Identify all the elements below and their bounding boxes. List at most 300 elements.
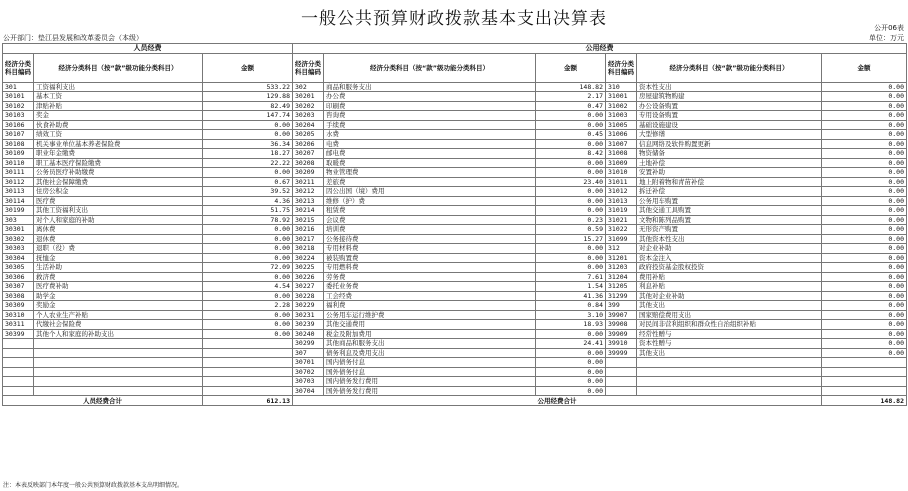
cell-amount: 23.40 xyxy=(536,177,606,187)
cell-amount: 41.36 xyxy=(536,291,606,301)
cell-amount: 0.23 xyxy=(536,215,606,225)
cell-amount: 0.00 xyxy=(536,377,606,387)
cell-amount: 129.88 xyxy=(203,92,293,102)
cell-name: 因公出国（境）费用 xyxy=(324,187,536,197)
cell-code: 39999 xyxy=(606,348,637,358)
cell-amount: 0.00 xyxy=(203,272,293,282)
cell-code: 30102 xyxy=(3,101,34,111)
cell-code: 30199 xyxy=(3,206,34,216)
cell-name: 取暖费 xyxy=(324,158,536,168)
cell-code xyxy=(3,377,34,387)
cell-code: 30112 xyxy=(3,177,34,187)
cell-amount xyxy=(203,339,293,349)
cell-code: 31002 xyxy=(606,101,637,111)
cell-code: 31003 xyxy=(606,111,637,121)
cell-code: 30224 xyxy=(293,253,324,263)
header-name: 经济分类科目（按“款”级功能分类科目） xyxy=(637,53,822,82)
table-id: 公开06表 xyxy=(874,24,904,32)
cell-name: 地上附着物和青苗补偿 xyxy=(637,177,822,187)
cell-amount: 0.59 xyxy=(536,225,606,235)
cell-name: 助学金 xyxy=(34,291,203,301)
cell-amount: 0.00 xyxy=(203,234,293,244)
cell-amount: 0.00 xyxy=(822,244,907,254)
cell-name: 国外债务付息 xyxy=(324,367,536,377)
cell-name: 税金及附加费用 xyxy=(324,329,536,339)
cell-code: 310 xyxy=(606,82,637,92)
table-row xyxy=(3,158,907,168)
expenditure-table xyxy=(2,43,907,406)
cell-amount: 0.00 xyxy=(536,187,606,197)
cell-amount: 72.09 xyxy=(203,263,293,273)
cell-amount xyxy=(203,348,293,358)
cell-code: 30239 xyxy=(293,320,324,330)
table-row xyxy=(3,348,907,358)
cell-name: 会议费 xyxy=(324,215,536,225)
cell-code xyxy=(3,339,34,349)
cell-name: 职业年金缴费 xyxy=(34,149,203,159)
cell-amount: 4.54 xyxy=(203,282,293,292)
cell-name: 办公费 xyxy=(324,92,536,102)
cell-code: 31204 xyxy=(606,272,637,282)
cell-code: 31021 xyxy=(606,215,637,225)
cell-code xyxy=(3,367,34,377)
cell-amount: 18.27 xyxy=(203,149,293,159)
cell-name: 资本金注入 xyxy=(637,253,822,263)
table-row xyxy=(3,339,907,349)
cell-amount: 8.42 xyxy=(536,149,606,159)
cell-amount xyxy=(822,386,907,396)
table-row xyxy=(3,120,907,130)
cell-name: 利息补贴 xyxy=(637,282,822,292)
table-row xyxy=(3,301,907,311)
cell-amount: 0.00 xyxy=(822,225,907,235)
cell-code: 30304 xyxy=(3,253,34,263)
cell-code: 30201 xyxy=(293,92,324,102)
unit-label: 单位：万元 xyxy=(869,34,904,42)
cell-name: 对个人和家庭的补助 xyxy=(34,215,203,225)
table-row xyxy=(3,367,907,377)
cell-name: 退休费 xyxy=(34,234,203,244)
cell-amount: 18.93 xyxy=(536,320,606,330)
cell-name: 经常性赠与 xyxy=(637,329,822,339)
cell-name: 文物和陈列品购置 xyxy=(637,215,822,225)
cell-amount xyxy=(822,358,907,368)
cell-code: 30309 xyxy=(3,301,34,311)
cell-code: 30106 xyxy=(3,120,34,130)
cell-name: 工资福利支出 xyxy=(34,82,203,92)
cell-amount: 0.00 xyxy=(822,282,907,292)
cell-amount: 3.10 xyxy=(536,310,606,320)
cell-amount xyxy=(203,386,293,396)
cell-name: 无形资产购置 xyxy=(637,225,822,235)
cell-name xyxy=(637,377,822,387)
cell-amount: 0.00 xyxy=(536,196,606,206)
cell-amount: 0.00 xyxy=(822,130,907,140)
cell-code: 39908 xyxy=(606,320,637,330)
cell-code: 30109 xyxy=(3,149,34,159)
cell-amount: 0.00 xyxy=(536,386,606,396)
cell-amount: 0.00 xyxy=(822,139,907,149)
cell-amount: 24.41 xyxy=(536,339,606,349)
cell-code: 31201 xyxy=(606,253,637,263)
cell-code: 30302 xyxy=(3,234,34,244)
cell-amount xyxy=(822,367,907,377)
cell-code: 31205 xyxy=(606,282,637,292)
table-row xyxy=(3,225,907,235)
cell-code: 30227 xyxy=(293,282,324,292)
cell-name: 医疗费 xyxy=(34,196,203,206)
footnote: 注：本表反映部门本年度一般公共预算财政拨款基本支出明细情况。 xyxy=(3,482,184,489)
cell-code: 30206 xyxy=(293,139,324,149)
cell-code: 31019 xyxy=(606,206,637,216)
cell-name: 职工基本医疗保险缴费 xyxy=(34,158,203,168)
cell-code: 31010 xyxy=(606,168,637,178)
cell-name: 政府投资基金股权投资 xyxy=(637,263,822,273)
cell-code: 30231 xyxy=(293,310,324,320)
cell-name: 劳务费 xyxy=(324,272,536,282)
department: 公开部门：垫江县发展和改革委员会（本级） xyxy=(3,34,143,42)
cell-code: 31006 xyxy=(606,130,637,140)
cell-code: 39907 xyxy=(606,310,637,320)
cell-name: 对民间非营利组织和群众性自治组织补贴 xyxy=(637,320,822,330)
cell-amount: 0.00 xyxy=(822,92,907,102)
cell-amount: 78.92 xyxy=(203,215,293,225)
header-amount: 金额 xyxy=(536,53,606,82)
header-code: 经济分类科目编码 xyxy=(606,53,637,82)
cell-code: 302 xyxy=(293,82,324,92)
cell-code: 30209 xyxy=(293,168,324,178)
cell-code: 31013 xyxy=(606,196,637,206)
cell-name: 公务接待费 xyxy=(324,234,536,244)
cell-amount xyxy=(203,377,293,387)
cell-amount: 148.82 xyxy=(536,82,606,92)
cell-code xyxy=(3,358,34,368)
cell-amount: 0.00 xyxy=(822,82,907,92)
cell-code: 30307 xyxy=(3,282,34,292)
cell-code: 30226 xyxy=(293,272,324,282)
table-row xyxy=(3,291,907,301)
cell-name: 公务用车购置 xyxy=(637,196,822,206)
cell-code: 31011 xyxy=(606,177,637,187)
cell-code: 30305 xyxy=(3,263,34,273)
cell-name: 国内债务付息 xyxy=(324,358,536,368)
cell-amount: 0.00 xyxy=(822,196,907,206)
cell-amount: 533.22 xyxy=(203,82,293,92)
cell-amount: 4.36 xyxy=(203,196,293,206)
cell-code: 31012 xyxy=(606,187,637,197)
cell-code: 30218 xyxy=(293,244,324,254)
table-row xyxy=(3,139,907,149)
cell-name: 绩效工资 xyxy=(34,130,203,140)
cell-code xyxy=(606,367,637,377)
cell-code: 30214 xyxy=(293,206,324,216)
cell-code: 30108 xyxy=(3,139,34,149)
cell-name xyxy=(34,348,203,358)
cell-name: 福利费 xyxy=(324,301,536,311)
cell-amount: 0.00 xyxy=(536,348,606,358)
cell-code: 30216 xyxy=(293,225,324,235)
cell-code: 30306 xyxy=(3,272,34,282)
cell-name: 奖金 xyxy=(34,111,203,121)
cell-name: 培训费 xyxy=(324,225,536,235)
cell-amount: 0.00 xyxy=(822,149,907,159)
cell-code: 31008 xyxy=(606,149,637,159)
cell-name: 信息网络及软件购置更新 xyxy=(637,139,822,149)
group-public: 公用经费 xyxy=(293,44,907,54)
table-row xyxy=(3,234,907,244)
cell-name: 电费 xyxy=(324,139,536,149)
cell-amount: 0.00 xyxy=(536,263,606,273)
cell-amount: 0.00 xyxy=(822,120,907,130)
cell-name: 债务利息及费用支出 xyxy=(324,348,536,358)
cell-name: 其他交通工具购置 xyxy=(637,206,822,216)
group-personnel: 人员经费 xyxy=(3,44,293,54)
cell-code xyxy=(606,377,637,387)
table-row xyxy=(3,149,907,159)
cell-amount: 7.61 xyxy=(536,272,606,282)
cell-amount: 147.74 xyxy=(203,111,293,121)
cell-amount: 0.00 xyxy=(822,215,907,225)
header-name: 经济分类科目（按“款”级功能分类科目） xyxy=(34,53,203,82)
cell-name: 其他社会保障缴费 xyxy=(34,177,203,187)
cell-name xyxy=(637,358,822,368)
cell-amount xyxy=(203,358,293,368)
cell-name: 办公设备购置 xyxy=(637,101,822,111)
table-row xyxy=(3,215,907,225)
cell-name: 其他资本性支出 xyxy=(637,234,822,244)
cell-code: 31009 xyxy=(606,158,637,168)
cell-amount: 0.00 xyxy=(536,329,606,339)
cell-amount: 0.00 xyxy=(822,206,907,216)
cell-code: 30203 xyxy=(293,111,324,121)
cell-name: 维修（护）费 xyxy=(324,196,536,206)
cell-amount: 82.49 xyxy=(203,101,293,111)
cell-code: 30211 xyxy=(293,177,324,187)
cell-amount: 0.00 xyxy=(822,348,907,358)
cell-name: 其他个人和家庭的补助支出 xyxy=(34,329,203,339)
table-row xyxy=(3,244,907,254)
personnel-total-value: 612.13 xyxy=(203,396,293,406)
cell-amount: 0.00 xyxy=(822,339,907,349)
cell-name: 工会经费 xyxy=(324,291,536,301)
cell-amount: 0.00 xyxy=(536,244,606,254)
cell-name: 费用补贴 xyxy=(637,272,822,282)
cell-code: 30303 xyxy=(3,244,34,254)
cell-name: 租赁费 xyxy=(324,206,536,216)
cell-name: 专用燃料费 xyxy=(324,263,536,273)
cell-code: 30205 xyxy=(293,130,324,140)
cell-name xyxy=(34,358,203,368)
page-title: 一般公共预算财政拨款基本支出决算表 xyxy=(301,9,607,29)
header-amount: 金额 xyxy=(203,53,293,82)
cell-amount: 0.00 xyxy=(203,120,293,130)
cell-amount: 0.00 xyxy=(822,187,907,197)
cell-name: 差旅费 xyxy=(324,177,536,187)
cell-code: 307 xyxy=(293,348,324,358)
cell-amount: 1.54 xyxy=(536,282,606,292)
cell-code: 30204 xyxy=(293,120,324,130)
cell-name: 公务用车运行维护费 xyxy=(324,310,536,320)
cell-code xyxy=(3,386,34,396)
cell-amount: 0.00 xyxy=(822,329,907,339)
cell-code: 30213 xyxy=(293,196,324,206)
cell-name: 咨询费 xyxy=(324,111,536,121)
cell-code xyxy=(606,358,637,368)
cell-name: 安置补助 xyxy=(637,168,822,178)
cell-code: 31203 xyxy=(606,263,637,273)
cell-name: 其他对企业补助 xyxy=(637,291,822,301)
cell-name: 房屋建筑物购建 xyxy=(637,92,822,102)
cell-name xyxy=(34,386,203,396)
cell-name: 其他支出 xyxy=(637,348,822,358)
cell-name: 伙食补助费 xyxy=(34,120,203,130)
cell-code: 30107 xyxy=(3,130,34,140)
cell-name: 其他交通费用 xyxy=(324,320,536,330)
cell-name: 基础设施建设 xyxy=(637,120,822,130)
header-name: 经济分类科目（按“款”级功能分类科目） xyxy=(324,53,536,82)
cell-code: 303 xyxy=(3,215,34,225)
cell-name: 其他支出 xyxy=(637,301,822,311)
public-total-value: 148.82 xyxy=(822,396,907,406)
table-row xyxy=(3,253,907,263)
cell-code: 31022 xyxy=(606,225,637,235)
header-amount: 金额 xyxy=(822,53,907,82)
cell-name: 基本工资 xyxy=(34,92,203,102)
cell-code: 30229 xyxy=(293,301,324,311)
cell-amount: 0.00 xyxy=(822,168,907,178)
cell-name: 离休费 xyxy=(34,225,203,235)
cell-code: 30311 xyxy=(3,320,34,330)
cell-amount: 0.00 xyxy=(536,253,606,263)
cell-code: 30299 xyxy=(293,339,324,349)
cell-amount: 0.00 xyxy=(536,367,606,377)
table-row xyxy=(3,386,907,396)
cell-amount: 0.00 xyxy=(203,291,293,301)
cell-name: 医疗费补助 xyxy=(34,282,203,292)
cell-name: 国外债务发行费用 xyxy=(324,386,536,396)
cell-amount: 0.84 xyxy=(536,301,606,311)
table-row xyxy=(3,92,907,102)
cell-amount: 2.28 xyxy=(203,301,293,311)
cell-code: 30703 xyxy=(293,377,324,387)
totals-row xyxy=(3,396,907,406)
header-code: 经济分类科目编码 xyxy=(293,53,324,82)
cell-amount: 0.45 xyxy=(536,130,606,140)
cell-code: 30207 xyxy=(293,149,324,159)
cell-code: 30110 xyxy=(3,158,34,168)
cell-amount: 0.00 xyxy=(536,158,606,168)
cell-name: 国家赔偿费用支出 xyxy=(637,310,822,320)
cell-name: 退职（役）费 xyxy=(34,244,203,254)
cell-amount: 0.00 xyxy=(203,253,293,263)
cell-amount: 0.00 xyxy=(203,329,293,339)
table-row xyxy=(3,187,907,197)
cell-name: 奖励金 xyxy=(34,301,203,311)
table-row xyxy=(3,310,907,320)
cell-name: 资本性支出 xyxy=(637,82,822,92)
cell-code: 30701 xyxy=(293,358,324,368)
cell-amount: 0.00 xyxy=(536,111,606,121)
cell-name: 专用材料费 xyxy=(324,244,536,254)
cell-amount: 0.00 xyxy=(822,301,907,311)
cell-name xyxy=(34,339,203,349)
cell-name: 商品和服务支出 xyxy=(324,82,536,92)
cell-amount: 0.00 xyxy=(203,320,293,330)
cell-code: 30212 xyxy=(293,187,324,197)
cell-name: 水费 xyxy=(324,130,536,140)
cell-name: 救济费 xyxy=(34,272,203,282)
cell-amount: 0.00 xyxy=(203,310,293,320)
cell-code: 30101 xyxy=(3,92,34,102)
cell-amount: 0.00 xyxy=(822,263,907,273)
cell-name: 机关事业单位基本养老保险费 xyxy=(34,139,203,149)
cell-name xyxy=(34,377,203,387)
cell-amount: 0.00 xyxy=(822,291,907,301)
cell-name: 大型修缮 xyxy=(637,130,822,140)
cell-amount: 51.75 xyxy=(203,206,293,216)
cell-code: 30215 xyxy=(293,215,324,225)
cell-amount: 0.00 xyxy=(822,177,907,187)
cell-amount: 2.17 xyxy=(536,92,606,102)
cell-amount: 0.00 xyxy=(822,320,907,330)
cell-name: 国内债务发行费用 xyxy=(324,377,536,387)
cell-code: 30111 xyxy=(3,168,34,178)
table-row xyxy=(3,130,907,140)
cell-code: 39910 xyxy=(606,339,637,349)
cell-amount: 22.22 xyxy=(203,158,293,168)
table-row xyxy=(3,82,907,92)
cell-amount xyxy=(203,367,293,377)
cell-name: 印刷费 xyxy=(324,101,536,111)
cell-amount: 0.00 xyxy=(203,244,293,254)
cell-amount: 39.52 xyxy=(203,187,293,197)
cell-amount: 0.00 xyxy=(203,168,293,178)
cell-code: 30103 xyxy=(3,111,34,121)
cell-amount: 0.00 xyxy=(822,101,907,111)
cell-code: 30113 xyxy=(3,187,34,197)
cell-code: 39909 xyxy=(606,329,637,339)
table-row xyxy=(3,377,907,387)
cell-code: 31299 xyxy=(606,291,637,301)
cell-amount: 0.00 xyxy=(536,168,606,178)
cell-amount: 36.34 xyxy=(203,139,293,149)
cell-amount: 0.47 xyxy=(536,101,606,111)
cell-amount xyxy=(822,377,907,387)
cell-code: 30114 xyxy=(3,196,34,206)
cell-code: 30702 xyxy=(293,367,324,377)
cell-code: 31005 xyxy=(606,120,637,130)
cell-amount: 0.00 xyxy=(822,234,907,244)
table-row xyxy=(3,177,907,187)
cell-code xyxy=(606,386,637,396)
cell-amount: 0.67 xyxy=(203,177,293,187)
cell-code: 30202 xyxy=(293,101,324,111)
header-code: 经济分类科目编码 xyxy=(3,53,34,82)
cell-amount: 0.00 xyxy=(536,139,606,149)
cell-amount: 0.00 xyxy=(822,253,907,263)
cell-code: 30301 xyxy=(3,225,34,235)
cell-name: 生活补助 xyxy=(34,263,203,273)
cell-amount: 0.00 xyxy=(203,225,293,235)
cell-code: 30228 xyxy=(293,291,324,301)
cell-code: 312 xyxy=(606,244,637,254)
cell-code: 30240 xyxy=(293,329,324,339)
cell-amount: 0.00 xyxy=(822,111,907,121)
cell-amount: 0.00 xyxy=(536,358,606,368)
table-row xyxy=(3,329,907,339)
cell-code: 30225 xyxy=(293,263,324,273)
cell-name: 住房公积金 xyxy=(34,187,203,197)
